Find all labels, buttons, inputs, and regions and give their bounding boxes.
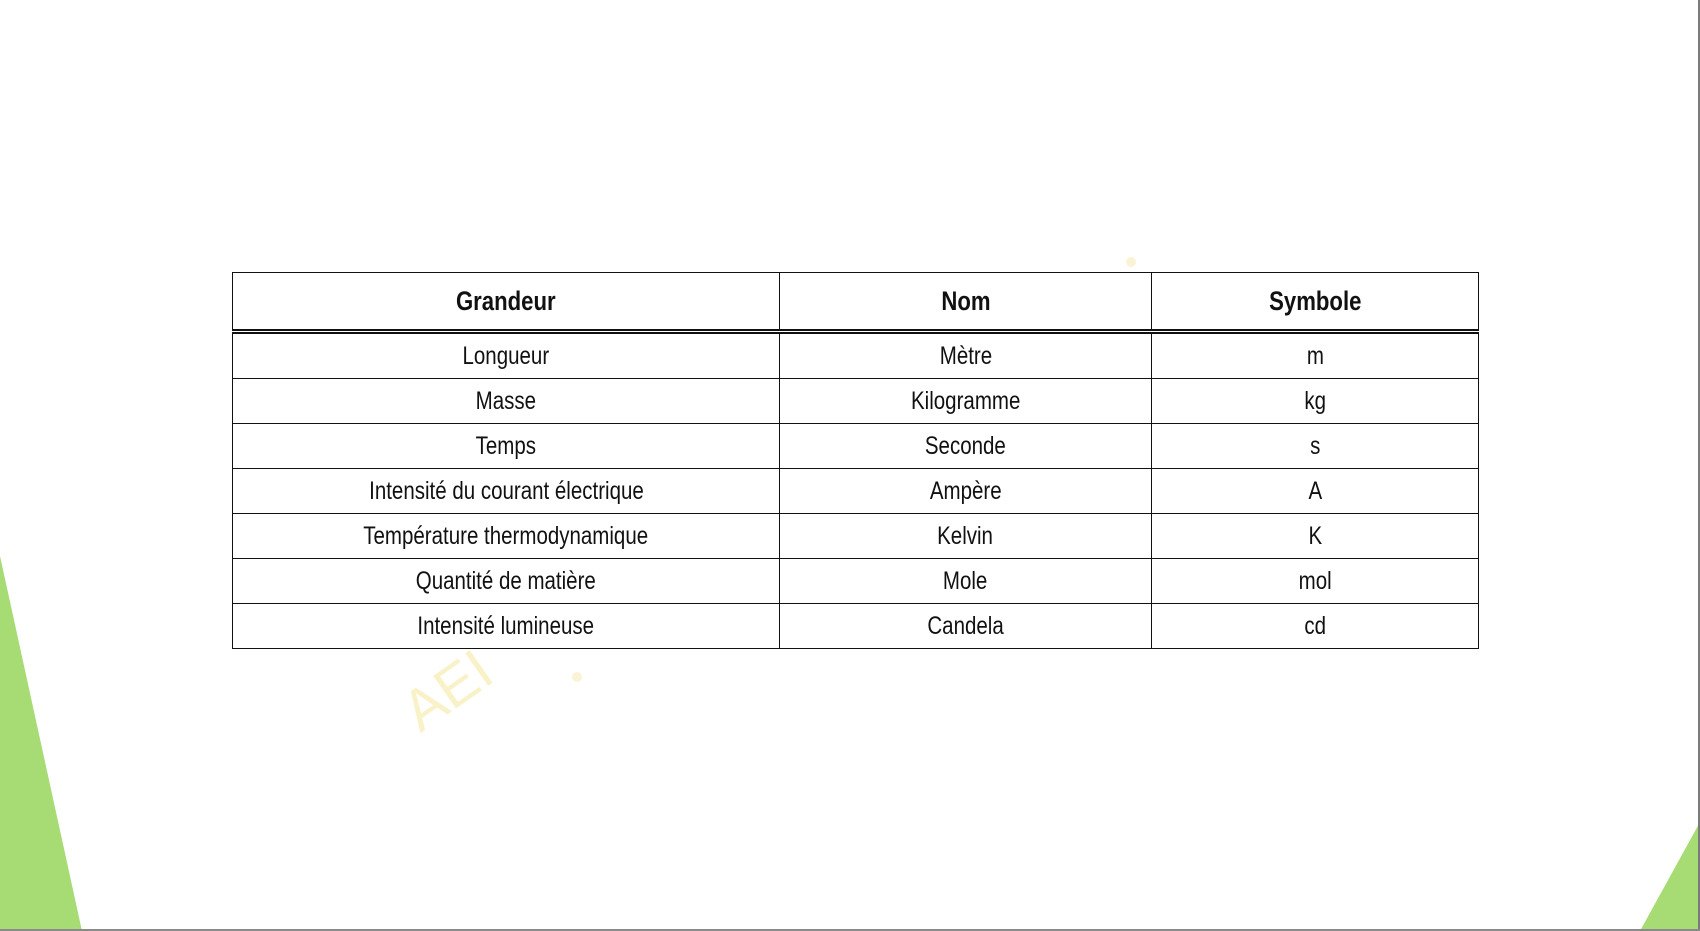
left-green-triangle: [0, 556, 82, 931]
cell-grandeur: [233, 469, 780, 514]
cell-text: Quantité de matière: [415, 566, 597, 595]
watermark-text: AEI: [390, 637, 505, 745]
cell-text: cd: [1304, 611, 1326, 640]
cell-text: K: [1308, 521, 1322, 550]
cell-text: Kelvin: [937, 521, 994, 550]
cell-nom: [780, 559, 1152, 604]
cell-nom: [780, 604, 1152, 649]
cell-text: s: [1309, 431, 1321, 460]
cell-nom: [780, 469, 1152, 514]
watermark-mark: [572, 672, 582, 682]
cell-grandeur: [233, 379, 780, 424]
cell-text: Masse: [475, 386, 537, 415]
header-nom: [780, 273, 1152, 332]
table-row: [233, 469, 1479, 514]
cell-text: mol: [1298, 566, 1332, 595]
cell-text: Mole: [943, 566, 988, 595]
cell-symbole: [1152, 379, 1479, 424]
header-label: Symbole: [1268, 285, 1362, 316]
cell-nom: [780, 424, 1152, 469]
cell-nom: [780, 379, 1152, 424]
table-row: [233, 604, 1479, 649]
table-row: [233, 379, 1479, 424]
cell-text: Température thermodynamique: [363, 521, 649, 550]
header-grandeur: [233, 273, 780, 332]
cell-grandeur: [233, 332, 780, 379]
table-row: [233, 424, 1479, 469]
cell-symbole: [1152, 559, 1479, 604]
cell-symbole: [1152, 469, 1479, 514]
bottom-right-green-triangle: [1640, 822, 1700, 931]
cell-grandeur: [233, 514, 780, 559]
header-label: Nom: [940, 285, 991, 316]
cell-nom: [780, 332, 1152, 379]
cell-grandeur: [233, 604, 780, 649]
cell-text: Kilogramme: [910, 386, 1021, 415]
cell-symbole: [1152, 332, 1479, 379]
table-row: [233, 559, 1479, 604]
cell-symbole: [1152, 424, 1479, 469]
cell-text: kg: [1304, 386, 1326, 415]
cell-text: Longueur: [462, 341, 550, 370]
cell-text: Temps: [475, 431, 537, 460]
cell-symbole: [1152, 604, 1479, 649]
cell-grandeur: [233, 424, 780, 469]
cell-text: Intensité lumineuse: [417, 611, 595, 640]
table-row: [233, 514, 1479, 559]
table-header-row: [233, 273, 1479, 332]
header-label: Grandeur: [456, 285, 556, 316]
cell-nom: [780, 514, 1152, 559]
cell-grandeur: [233, 559, 780, 604]
cell-text: Mètre: [939, 341, 992, 370]
watermark-mark: [1126, 257, 1136, 267]
cell-text: m: [1306, 341, 1324, 370]
cell-text: Intensité du courant électrique: [368, 476, 644, 505]
cell-symbole: [1152, 514, 1479, 559]
cell-text: Seconde: [925, 431, 1006, 460]
units-table: [232, 272, 1479, 649]
table-row: [233, 332, 1479, 379]
header-symbole: [1152, 273, 1479, 332]
cell-text: Candela: [927, 611, 1004, 640]
cell-text: A: [1308, 476, 1322, 505]
cell-text: Ampère: [929, 476, 1002, 505]
